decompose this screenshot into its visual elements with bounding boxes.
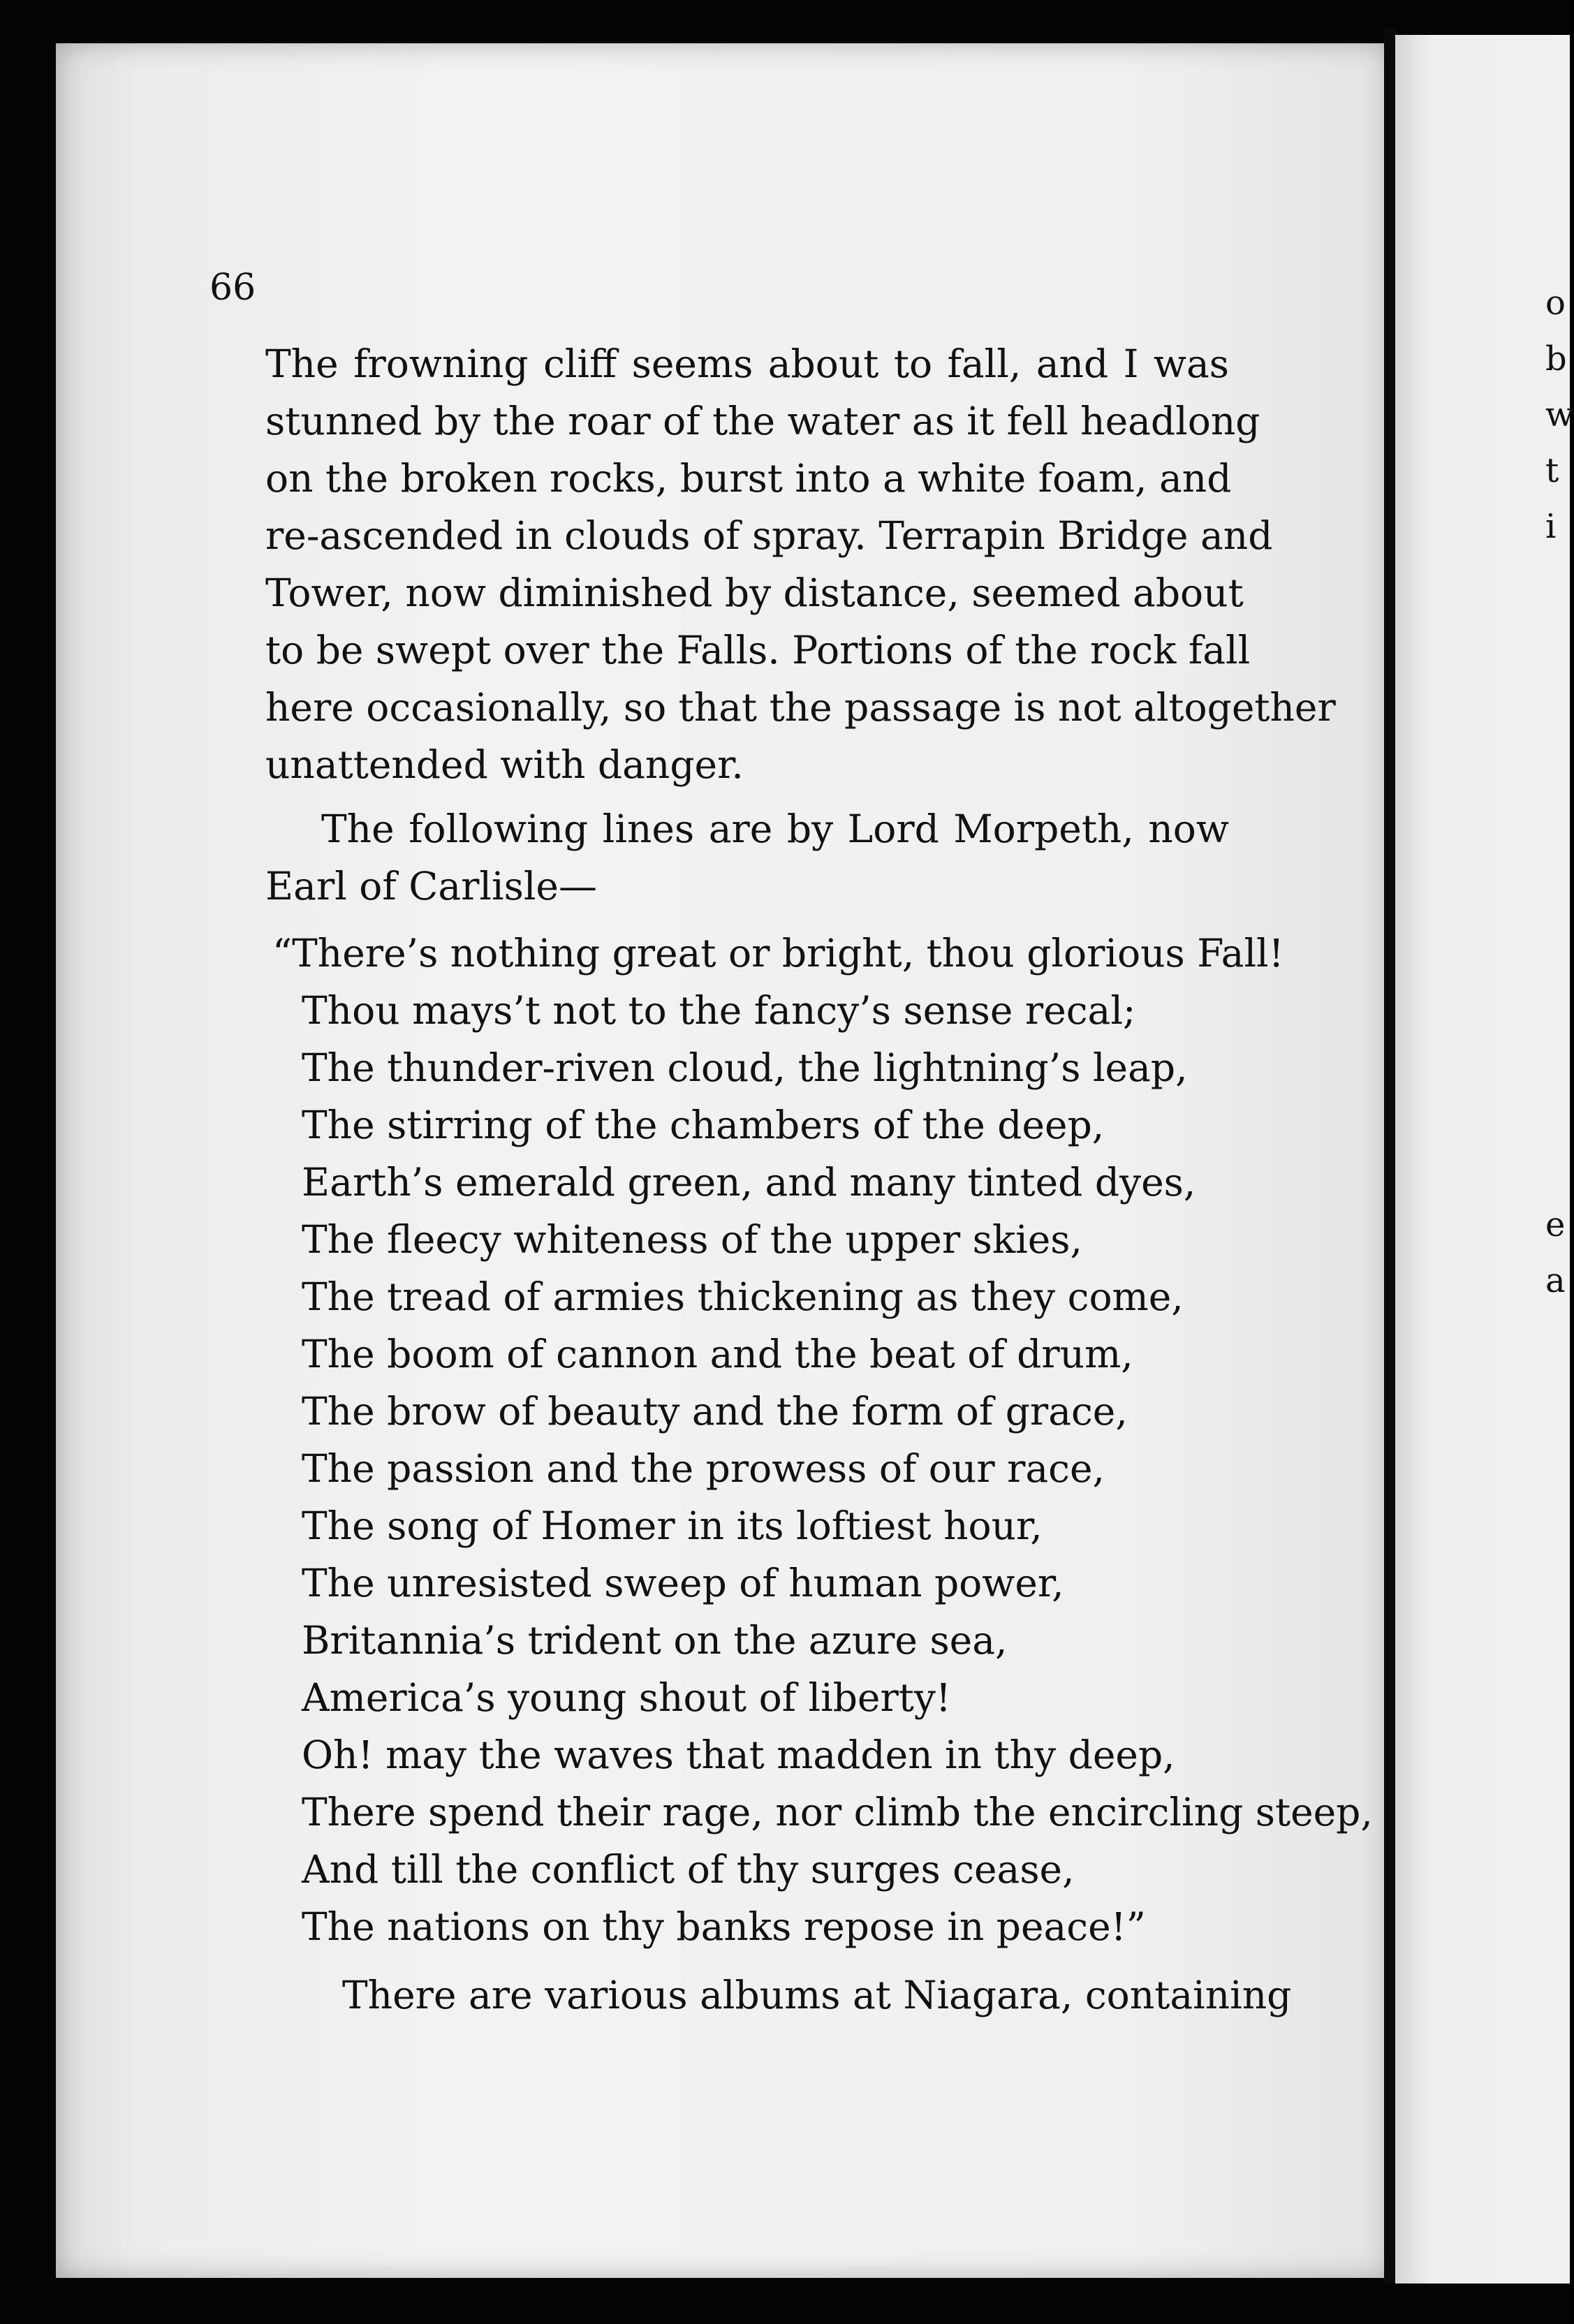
paragraph-intro-lines [265, 800, 1229, 915]
facing-fragment: e [1545, 1205, 1566, 1244]
poem-line: Thou mays’t not to the fancy’s sense recal; [302, 988, 1136, 1033]
poem-line: The brow of beauty and the form of grace, [302, 1389, 1128, 1434]
page-text [265, 335, 1373, 2024]
poem-line: The nations on thy banks repose in peace!” [302, 1904, 1146, 1949]
page-number: 66 [209, 267, 256, 309]
text-line: here occasionally, so that the passage is not altogether [265, 685, 1336, 730]
text-line: to be swept over the Falls. Portions of the rock fall [265, 628, 1251, 672]
poem-line: The thunder-riven cloud, the lightning’s leap, [302, 1045, 1188, 1090]
text-line: stunned by the roar of the water as it fell headlong [265, 399, 1260, 443]
poem-line: The stirring of the chambers of the deep, [302, 1103, 1105, 1147]
text-line: re-ascended in clouds of spray. Terrapin Bridge and [265, 513, 1273, 558]
facing-fragment: t [1545, 451, 1559, 490]
text-line: The frowning cliff seems about to fall, and I was [265, 341, 1229, 386]
poem-line: There spend their rage, nor climb the encircling steep, [302, 1790, 1373, 1834]
poem-line: The passion and the prowess of our race, [302, 1446, 1105, 1491]
poem-line: And till the conflict of thy surges cease, [302, 1847, 1075, 1892]
poem-line: The song of Homer in its loftiest hour, [302, 1503, 1043, 1548]
facing-fragment: w [1545, 395, 1574, 434]
facing-fragment: b [1545, 339, 1567, 378]
poem-line: The fleecy whiteness of the upper skies, [302, 1217, 1082, 1262]
poem-line: The boom of cannon and the beat of drum, [302, 1332, 1133, 1376]
text-line: Earl of Carlisle— [265, 864, 597, 909]
facing-page-edge [1395, 35, 1574, 2283]
poem-line: The unresisted sweep of human power, [302, 1561, 1064, 1605]
text-line: on the broken rocks, burst into a white foam, and [265, 456, 1232, 501]
paragraph-albums [265, 1966, 1292, 2024]
poem-line: Britannia’s trident on the azure sea, [302, 1618, 1008, 1663]
poem-line: “There’s nothing great or bright, thou glorious Fall! [272, 931, 1284, 976]
poem-line: Earth’s emerald green, and many tinted dyes, [302, 1160, 1196, 1205]
text-line: Tower, now diminished by distance, seemed about [265, 571, 1244, 615]
page-gutter [1384, 28, 1395, 2283]
poem-line: Oh! may the waves that madden in thy deep, [302, 1733, 1175, 1777]
facing-fragment: i [1545, 507, 1557, 546]
text-line: There are various albums at Niagara, containing [342, 1973, 1292, 2017]
text-line: The following lines are by Lord Morpeth, now [321, 807, 1229, 851]
paragraph-cliff [265, 335, 1336, 793]
poem [265, 925, 1373, 1955]
poem-line: America’s young shout of liberty! [302, 1675, 952, 1720]
facing-fragment: o [1545, 284, 1566, 323]
facing-fragment: a [1545, 1261, 1566, 1300]
text-line: unattended with danger. [265, 742, 744, 787]
poem-line: The tread of armies thickening as they come, [302, 1274, 1184, 1319]
